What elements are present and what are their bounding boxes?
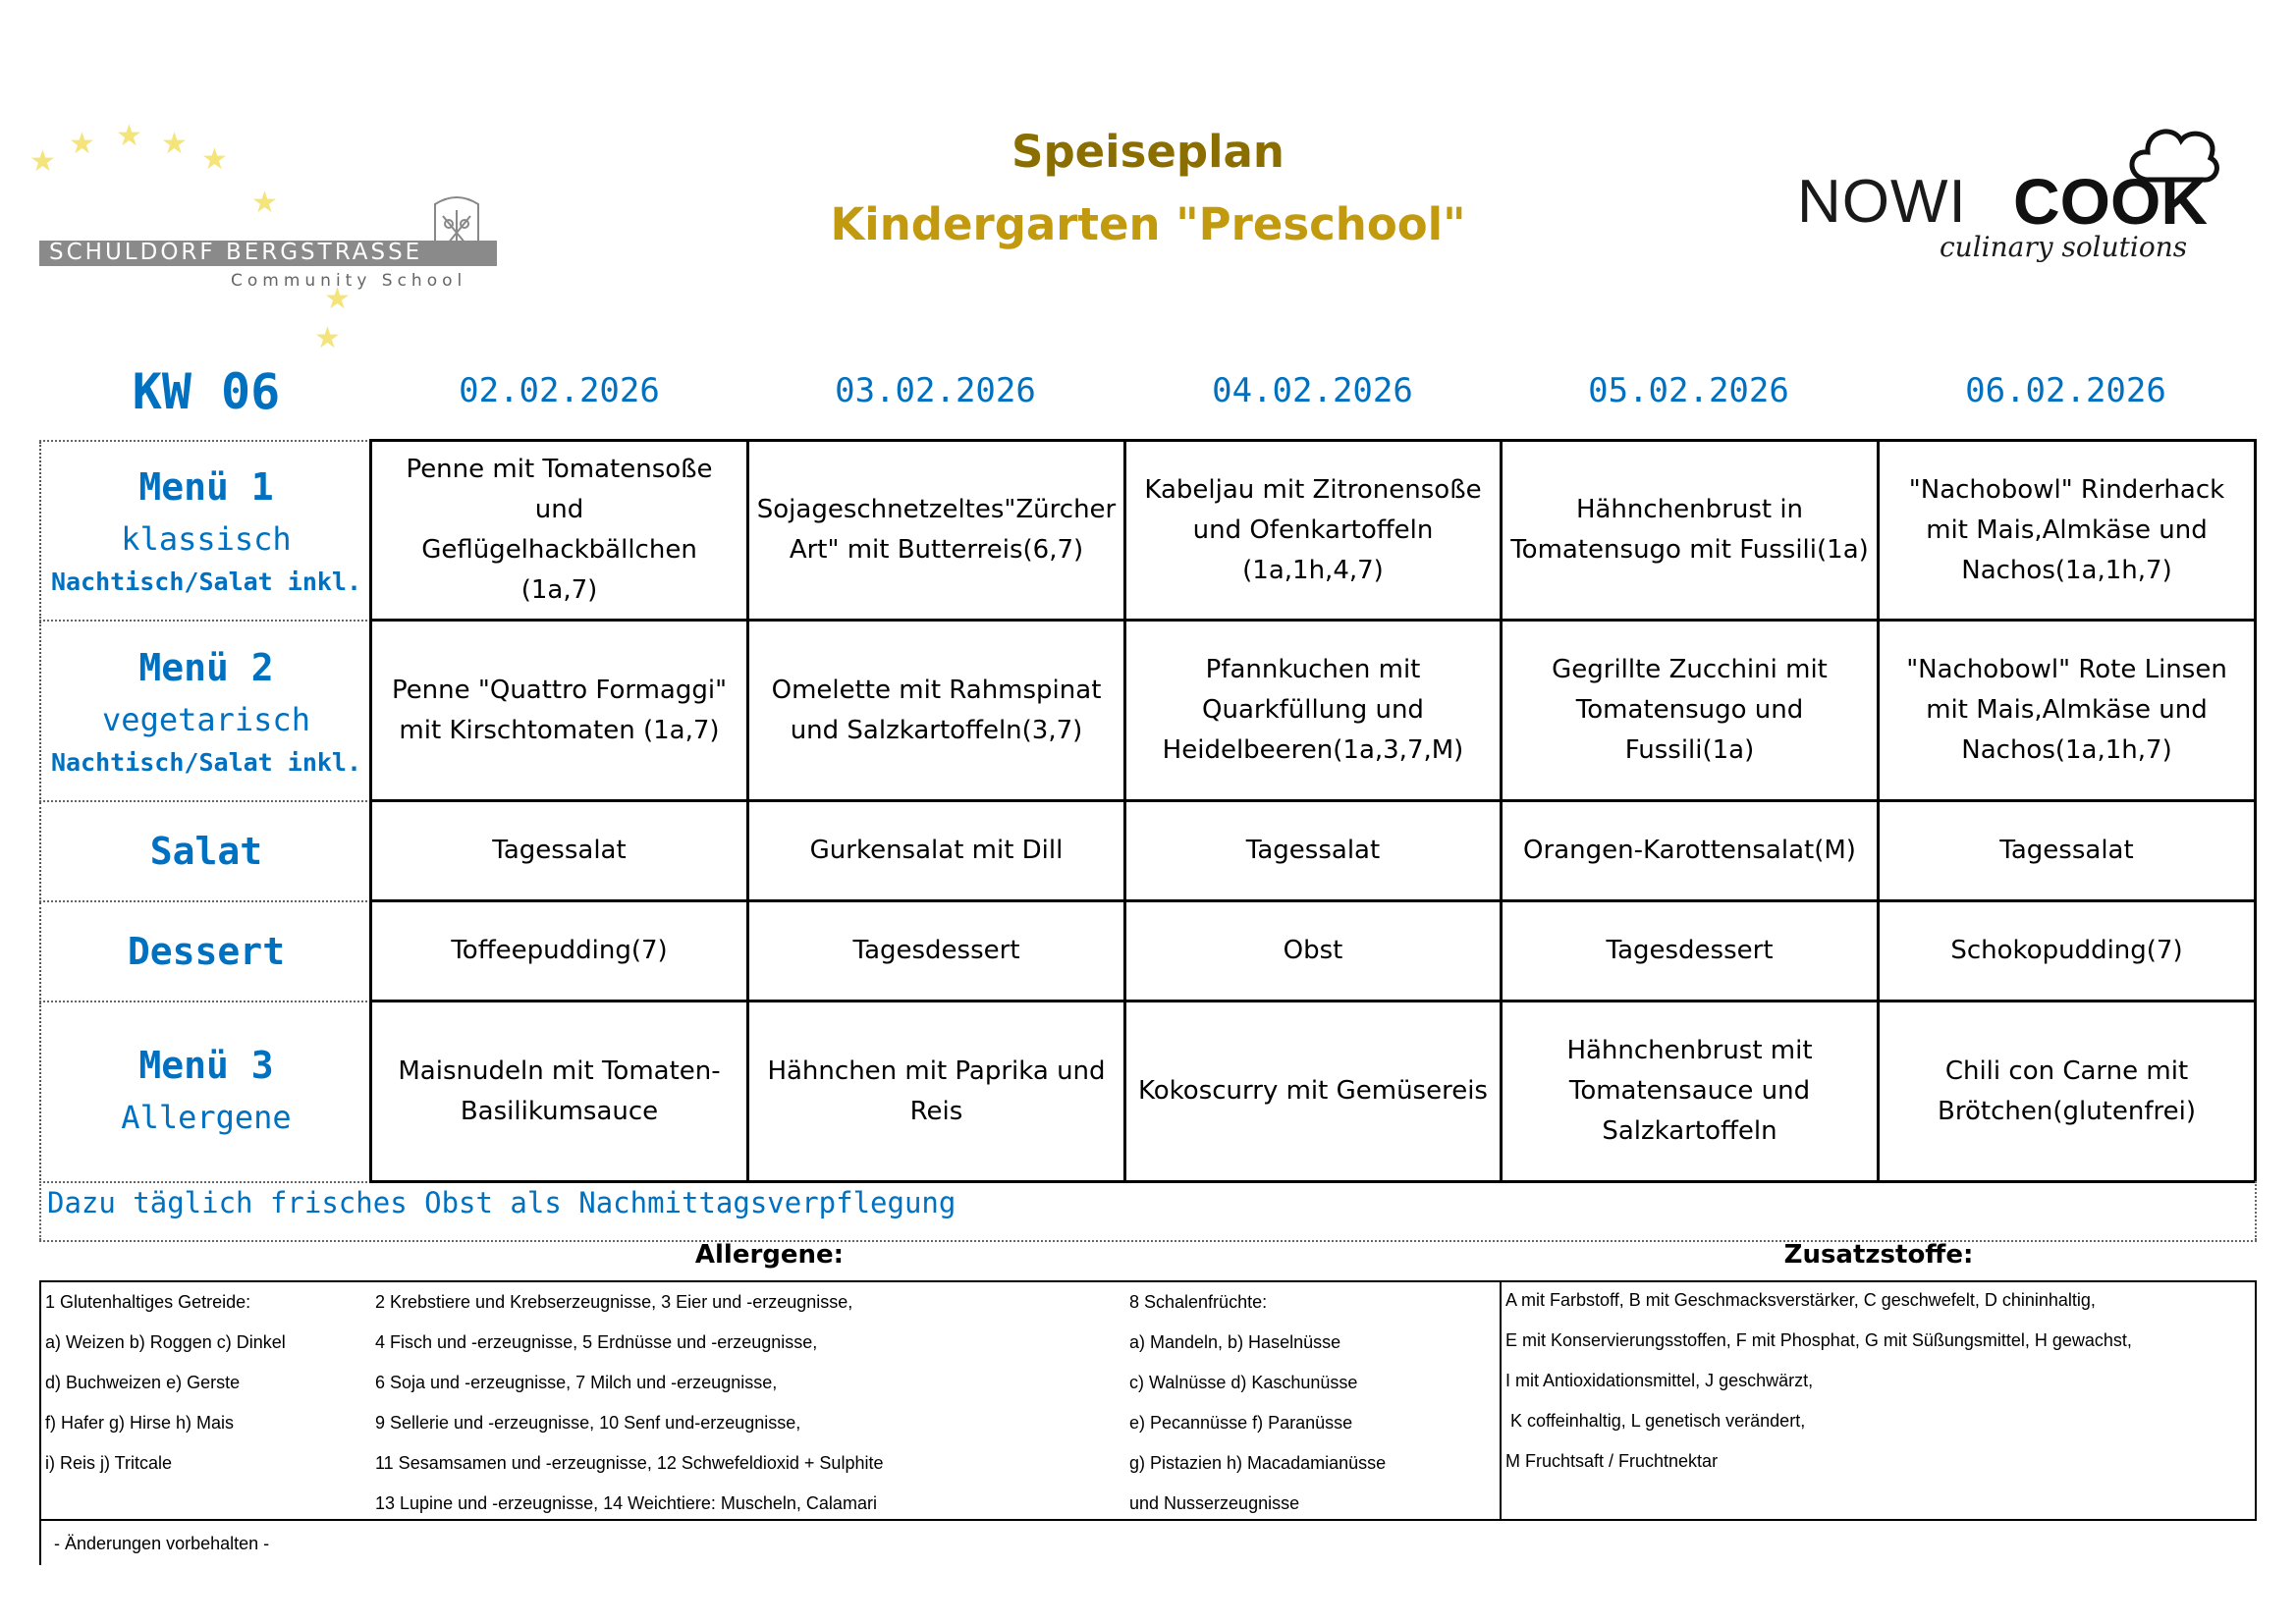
row-note: Nachtisch/Salat inkl. bbox=[50, 568, 362, 596]
menu-cell: Gegrillte Zucchini mit Tomatensugo und Fussili(1a) bbox=[1552, 655, 1828, 765]
menu-cell: Toffeepudding(7) bbox=[451, 936, 668, 965]
menu-cell: "Nachobowl" Rinderhack mit Mais,Almkäse und Nachos(1a,1h,7) bbox=[1908, 474, 2225, 585]
row-title: Menü 2 bbox=[138, 645, 274, 689]
menu-cell: Hähnchenbrust mit Tomatensauce und Salzkartoffeln bbox=[1566, 1036, 1813, 1146]
date-friday: 06.02.2026 bbox=[1965, 371, 2166, 410]
row-title: Menü 3 bbox=[138, 1043, 274, 1087]
allergen-line: 4 Fisch und -erzeugnisse, 5 Erdnüsse und -erzeugnisse, bbox=[375, 1332, 818, 1352]
menu-cell: Hähnchen mit Paprika und Reis bbox=[767, 1056, 1106, 1126]
nowicook-logo bbox=[1797, 113, 2229, 280]
allergen-line: 9 Sellerie und -erzeugnisse, 10 Senf und-erzeugnisse, bbox=[375, 1413, 801, 1433]
brand-nowi: NOWI bbox=[1797, 168, 1967, 236]
daily-note: Dazu täglich frisches Obst als Nachmittagsverpflegung bbox=[47, 1186, 957, 1219]
menu-cell: Schokopudding(7) bbox=[1950, 936, 2183, 965]
star-icon: ★ bbox=[324, 282, 351, 316]
date-thursday: 05.02.2026 bbox=[1588, 371, 1789, 410]
allergen-line: i) Reis j) Tritcale bbox=[45, 1453, 173, 1473]
menu-cell: Omelette mit Rahmspinat und Salzkartoffeln(3,7) bbox=[771, 675, 1102, 745]
allergen-line: 2 Krebstiere und Krebserzeugnisse, 3 Eier und -erzeugnisse, bbox=[375, 1292, 853, 1312]
menu-cell: Hähnchenbrust in Tomatensugo mit Fussili(1a) bbox=[1510, 495, 1869, 565]
star-icon: ★ bbox=[116, 119, 142, 153]
allergen-line: e) Pecannüsse f) Paranüsse bbox=[1129, 1413, 1353, 1433]
menu-cell: Tagessalat bbox=[1245, 836, 1381, 865]
additives-heading: Zusatzstoffe: bbox=[1783, 1240, 1974, 1270]
additive-line: M Fruchtsaft / Fruchtnektar bbox=[1505, 1451, 1719, 1471]
allergen-line: c) Walnüsse d) Kaschunüsse bbox=[1129, 1373, 1358, 1392]
allergen-line: und Nusserzeugnisse bbox=[1129, 1493, 1300, 1513]
page-title: Speiseplan bbox=[1011, 126, 1285, 178]
brand-cook: COOK bbox=[2013, 165, 2208, 238]
changes-note: - Änderungen vorbehalten - bbox=[49, 1534, 270, 1553]
date-monday: 02.02.2026 bbox=[459, 371, 660, 410]
row-title: Dessert bbox=[127, 929, 286, 973]
menu-cell: Penne "Quattro Formaggi" mit Kirschtomaten (1a,7) bbox=[391, 675, 728, 745]
date-wednesday: 04.02.2026 bbox=[1212, 371, 1413, 410]
menu-cell: Tagesdessert bbox=[1606, 936, 1774, 965]
star-icon: ★ bbox=[161, 127, 188, 161]
row-subtitle: vegetarisch bbox=[102, 700, 310, 738]
menu-cell: Obst bbox=[1283, 936, 1343, 965]
allergen-line: g) Pistazien h) Macadamianüsse bbox=[1129, 1453, 1387, 1473]
menu-cell: Chili con Carne mit Brötchen(glutenfrei) bbox=[1938, 1056, 2196, 1126]
allergen-line: 11 Sesamsamen und -erzeugnisse, 12 Schwefeldioxid + Sulphite bbox=[375, 1453, 884, 1473]
additive-line: E mit Konservierungsstoffen, F mit Phosphat, G mit Süßungsmittel, H gewachst, bbox=[1505, 1330, 2132, 1350]
allergen-line: 6 Soja und -erzeugnisse, 7 Milch und -erzeugnisse, bbox=[375, 1373, 778, 1392]
grid-line bbox=[370, 1180, 2257, 1183]
grid-line bbox=[39, 1280, 2257, 1282]
star-icon: ★ bbox=[69, 127, 95, 161]
week-label: KW 06 bbox=[132, 363, 281, 420]
row-header-salat bbox=[39, 802, 371, 899]
star-icon: ★ bbox=[201, 142, 228, 177]
menu-cell: "Nachobowl" Rote Linsen mit Mais,Almkäse und Nachos(1a,1h,7) bbox=[1906, 655, 2227, 765]
grid-line bbox=[2255, 1181, 2257, 1240]
date-tuesday: 03.02.2026 bbox=[835, 371, 1036, 410]
allergen-line: a) Mandeln, b) Haselnüsse bbox=[1129, 1332, 1341, 1352]
allergen-line: f) Hafer g) Hirse h) Mais bbox=[45, 1413, 235, 1433]
menu-cell: Sojageschnetzeltes"Zürcher Art" mit Butterreis(6,7) bbox=[756, 495, 1117, 565]
grid-line bbox=[2255, 1280, 2257, 1521]
additive-line: I mit Antioxidationsmittel, J geschwärzt, bbox=[1505, 1371, 1814, 1390]
menu-cell: Pfannkuchen mit Quarkfüllung und Heidelbeeren(1a,3,7,M) bbox=[1162, 655, 1464, 765]
menu-cell: Kabeljau mit Zitronensoße und Ofenkartoffeln (1a,1h,4,7) bbox=[1144, 474, 1482, 585]
allergen-line: a) Weizen b) Roggen c) Dinkel bbox=[45, 1332, 286, 1352]
menu-cell: Orangen-Karottensalat(M) bbox=[1523, 836, 1856, 865]
row-title: Menü 1 bbox=[138, 465, 274, 509]
grid-line bbox=[39, 1519, 2257, 1521]
school-subtitle: Community School bbox=[231, 271, 467, 291]
additive-line: A mit Farbstoff, B mit Geschmacksverstärker, C geschwefelt, D chininhaltig, bbox=[1505, 1290, 2096, 1310]
star-icon: ★ bbox=[314, 321, 341, 355]
allergen-line: 1 Glutenhaltiges Getreide: bbox=[45, 1292, 251, 1312]
menu-cell: Tagesdessert bbox=[852, 936, 1020, 965]
row-header-menu3 bbox=[39, 1002, 371, 1180]
row-title: Salat bbox=[149, 829, 263, 873]
menu-cell: Gurkensalat mit Dill bbox=[809, 836, 1064, 865]
school-name: SCHULDORF BERGSTRASSE bbox=[49, 240, 423, 265]
star-icon: ★ bbox=[29, 144, 56, 179]
row-note: Nachtisch/Salat inkl. bbox=[50, 747, 362, 777]
grid-line bbox=[1500, 1280, 1502, 1521]
row-header-dessert bbox=[39, 902, 371, 1000]
row-subtitle: Allergene bbox=[121, 1098, 292, 1136]
grid-line bbox=[2254, 439, 2257, 1183]
row-header-menu1 bbox=[39, 442, 371, 619]
menu-cell: Maisnudeln mit Tomaten- Basilikumsauce bbox=[398, 1056, 721, 1126]
menu-cell: Kokoscurry mit Gemüsereis bbox=[1138, 1076, 1488, 1106]
brand-tagline: culinary solutions bbox=[1940, 231, 2188, 263]
allergens-heading: Allergene: bbox=[694, 1240, 845, 1270]
allergen-line: 8 Schalenfrüchte: bbox=[1129, 1292, 1268, 1312]
star-icon: ★ bbox=[251, 186, 278, 220]
page-subtitle: Kindergarten "Preschool" bbox=[830, 198, 1466, 250]
allergen-line: d) Buchweizen e) Gerste bbox=[45, 1373, 241, 1392]
grid-line bbox=[39, 1181, 371, 1183]
row-subtitle: klassisch bbox=[121, 520, 292, 558]
menu-cell: Tagessalat bbox=[492, 836, 627, 865]
menu-cell: Tagessalat bbox=[1999, 836, 2134, 865]
grid-line bbox=[39, 1280, 41, 1565]
menu-cell: Penne mit Tomatensoße und Geflügelhackbällchen (1a,7) bbox=[406, 455, 713, 605]
grid-line bbox=[39, 1181, 41, 1240]
allergen-line: 13 Lupine und -erzeugnisse, 14 Weichtiere: Muscheln, Calamari bbox=[375, 1493, 877, 1513]
additive-line: K coffeinhaltig, L genetisch verändert, bbox=[1505, 1411, 1806, 1431]
row-header-menu2 bbox=[39, 622, 371, 799]
